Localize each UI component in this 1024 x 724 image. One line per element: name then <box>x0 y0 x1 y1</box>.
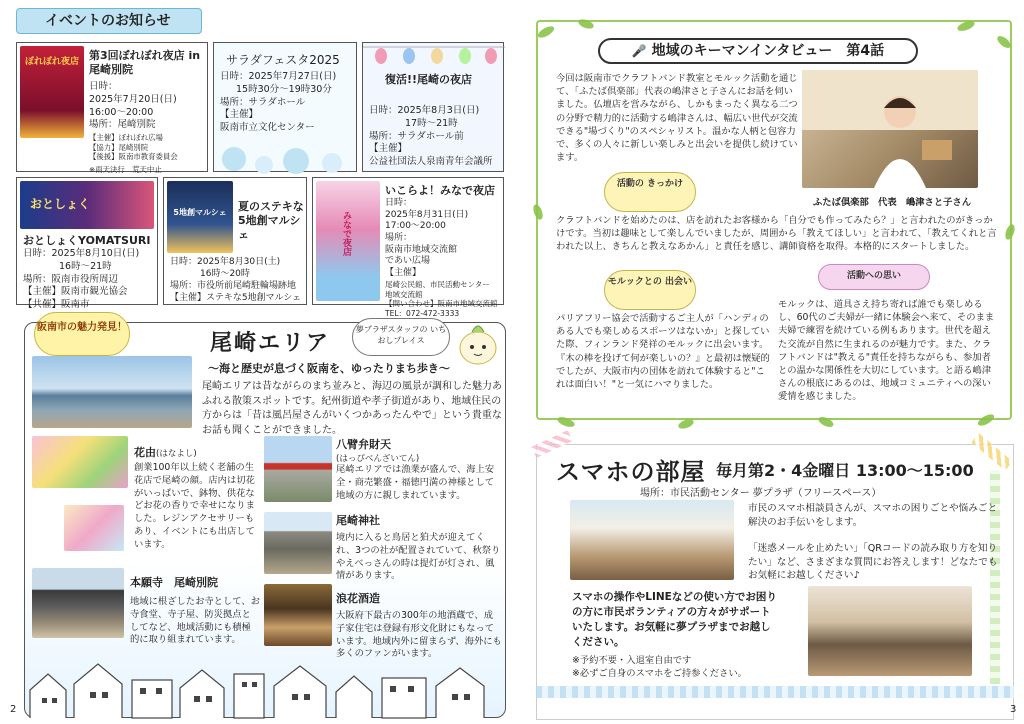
event-poster-1 <box>20 46 84 138</box>
smartphone-location: 場所：市民活動センター 夢プラザ（フリースペース） <box>640 488 882 499</box>
interviewee-caption: ふたば倶楽部 代表 嶋津さと子さん <box>812 197 972 208</box>
event-info <box>170 256 301 305</box>
event-line: 17時〜21時 <box>405 117 458 129</box>
event-line: 日時： <box>89 81 118 92</box>
spot-description: 境内に入ると鳥居と狛犬が迎えてくれ、3つの社が配置されていて、秋祭りやえべっさんの時は提灯が灯され、風情があります。 <box>336 532 501 582</box>
spot-reading: (はっぴべんざいてん) <box>336 454 420 464</box>
event-poster-6 <box>316 181 380 301</box>
interview-text-3: モルックは、道具さえ持ち寄れば誰でも楽しめるし、60代のご夫婦が一緒に体験会へ来て、そのまま夫婦で練習を続けている例もあります。世代を超えた交流が自然に生まれるのが魅力です。また、クラフトバンドは"教える"責任を持ちながらも、参加者との温かな関係性を大切にしています。と語る嶋津さんの根底にあるのは、地域コミュニティへの深い愛情を感じました。 <box>778 299 995 403</box>
event-poster-4 <box>20 181 154 229</box>
event-info <box>89 81 177 132</box>
area-cloud-label <box>34 312 130 356</box>
spot-happibenzaiten <box>336 436 502 502</box>
spot-ozaki-shrine <box>336 512 502 583</box>
spot-description: 尾崎エリアでは漁業が盛んで、海上安全・商売繁盛・福徳円満の神様として地域の方に親しまれています。 <box>336 464 495 501</box>
right-page <box>512 0 1024 724</box>
event-line: 2025年8月31日(日) <box>385 209 469 220</box>
event-line: 【主催】阪南市観光協会 <box>23 286 128 298</box>
events-header: イベントのお知らせ <box>16 8 202 34</box>
event-info <box>385 198 498 319</box>
event-line: 阪南市地域交流館 <box>385 244 458 255</box>
spot-reading: (はなよし) <box>156 449 197 459</box>
area-intro: 尾崎エリアは昔ながらのまち並みと、海辺の風景が調和した魅力あふれる散策スポットです。紀州街道や孝子街道があり、地域住民の方からは「昔は風呂屋さんがいくつかあったんやで」という貴重なお話も聞くことができました。 <box>202 381 502 436</box>
event-extra <box>89 133 178 175</box>
tape-decoration <box>536 686 1014 698</box>
event-line: 公益社団法人泉南青年会議所 <box>369 156 493 168</box>
event-line: 【主催】 <box>220 109 259 121</box>
event-card-4 <box>16 177 158 311</box>
smartphone-title: スマホの部屋 <box>556 458 706 486</box>
spot-name-text: 花由 <box>134 446 156 459</box>
page-number: 3 <box>1010 704 1017 715</box>
area-cloud-text: 阪南市の魅力発見！ <box>37 322 127 333</box>
event-card-3 <box>362 42 504 172</box>
smartphone-schedule: 毎月第2・4金曜日 13:00〜15:00 <box>716 461 974 480</box>
area-title: 尾崎エリア <box>210 331 331 356</box>
interview-text-2: パリアフリー協会で活動するご主人が「ハンディのある人でも楽しめるスポーツはないか」と探していた際、フィンランド発祥のモルックに出会います。『木の棒を投げて何が楽しいの？』と最初は懐疑的でしたが、大阪市内の団体を訪れて体験すると"これは面白い！"と一気にハマりました。 <box>556 313 770 390</box>
person-figure <box>802 70 978 188</box>
area-subtitle: 〜海と歴史が息づく阪南を、ゆったりまち歩き〜 <box>208 362 450 375</box>
interview-text-1: クラフトバンドを始めたのは、店を訪れたお客様から「自分でも作ってみたら？」と言われたのがきっかけです。当初は趣味として楽しんでいましたが、周囲から「教えてほしい」と言われて、「教えてくれと言われた以上、きちんと教えなあかん」と責任を感じ、講師資格を取得。本格的にスタートしました。 <box>556 215 997 253</box>
event-title: サラダフェスタ2025 <box>226 53 340 67</box>
event-line: 【主催】 <box>369 143 408 155</box>
mic-icon: 🎤 <box>631 44 647 58</box>
event-line: 17:00〜20:00 <box>385 221 446 232</box>
event-line: 日時：2025年7月27日(日) <box>220 71 337 82</box>
event-line: 場所：サラダホール前 <box>369 130 464 142</box>
event-title: 第3回ぼれぼれ夜店 in 尾崎別院 <box>89 49 201 76</box>
smartphone-room-photo-1 <box>570 500 734 580</box>
interview-lead: 今回は阪南市でクラフトバンド教室とモルック活動を通じて、「ふたば倶楽部」代表の嶋津さと子さんにお話を伺いました。仏壇店を営みながら、しかもまったく異なる二つの分野で精力的に活動する嶋津さんは、幅広い世代が交流できる"場づくり"のスペシャリスト。温かな人柄と包容力で、多くの人々に新しい楽しみと出会いを提供し続けています。 <box>556 73 798 164</box>
event-line: 【主催】 <box>385 268 422 279</box>
event-line: 【主催】ステキな5地創マルシェ <box>170 293 302 304</box>
event-line: 場所：尾崎別院 <box>89 119 156 131</box>
event-extra-line: 【後援】阪南市教育委員会 <box>89 152 178 162</box>
shrine-photo <box>264 512 332 574</box>
flower-shop-photo <box>32 436 128 488</box>
event-title: 復活!!尾崎の夜店 <box>385 73 473 86</box>
event-card-1 <box>16 42 208 172</box>
event-extra-line: 【主催】ぼれぼれ広場 <box>89 133 163 142</box>
event-line: 日時：2025年8月10日(日) <box>23 248 140 259</box>
tag-kikkake <box>604 172 696 212</box>
sea-photo <box>32 356 192 428</box>
spot-name <box>134 444 260 460</box>
event-title: いこらよ！みなで夜店 <box>385 184 495 197</box>
event-line: 【共催】阪南市 <box>23 299 90 311</box>
spot-name: 八臂弁財天 <box>336 438 391 451</box>
interviewee-photo <box>802 70 978 188</box>
event-line: 場所：阪南市役所周辺 <box>23 273 119 285</box>
event-card-5 <box>163 177 307 305</box>
event-line: 場所： <box>385 233 413 244</box>
event-line: 場所：サラダホール <box>220 96 306 108</box>
note-line: ※予約不要・入退室自由です <box>572 655 692 666</box>
event-line: 尾崎公民館、市民活動センター <box>385 279 490 289</box>
spot-name: 本願寺 尾崎別院 <box>130 576 218 589</box>
spot-name: 尾崎神社 <box>336 514 380 527</box>
smartphone-text-1: 市民のスマホ相談員さんが、スマホの困りごとや悩みごと解決のお手伝いをします。 <box>748 503 998 528</box>
staff-bubble: 夢プラザスタッフの いちおしプレイス <box>352 318 450 356</box>
event-line: 日時：2025年8月30日(土) <box>170 257 281 267</box>
interview-header-text: 地域のキーマンインタビュー 第4話 <box>651 43 885 59</box>
event-line: 16:00〜20:00 <box>89 106 154 118</box>
spot-hanayoshi <box>134 444 260 552</box>
smartphone-notes <box>572 654 802 680</box>
event-extra-line: 【協力】尾崎別院 <box>89 142 149 152</box>
smartphone-text-2: 「迷惑メールを止めたい」「QRコードの読み取り方を知りたい」など、さまざまな質問にお答えします！どなたでもお気軽にお越しください♪ <box>748 543 998 582</box>
event-line: 16時〜20時 <box>200 269 250 280</box>
event-title: おとしょくYOMATSURI <box>23 234 151 247</box>
poster-text: みなで夜店 <box>341 211 351 256</box>
spot-description: 創業100年以上続く老舗の生花店で尾崎の顔。店内は切花がいっぱいで、鉢物、供花などお花の香りで幸せになりました。レジンアクセサリーもあり、イベントにも出店しています。 <box>134 462 255 550</box>
interview-header <box>598 38 918 64</box>
event-title: 夏のステキな 5地創マルシェ <box>238 200 304 241</box>
event-info <box>220 71 336 135</box>
spot-honganji-betsuin <box>130 574 260 647</box>
tag-omoi <box>818 264 930 290</box>
houses-decoration <box>24 650 506 718</box>
event-line: 15時30分〜19時30分 <box>236 83 332 95</box>
poster-text: 5地創マルシェ <box>173 208 227 217</box>
event-line: 日時： <box>385 198 413 208</box>
tag-molkky <box>604 270 696 310</box>
event-line: であい広場 <box>385 256 431 267</box>
event-poster-5 <box>167 181 233 253</box>
sake-brewery-photo <box>264 584 332 646</box>
lantern-decoration <box>363 43 505 67</box>
note-line: ※必ずご自身のスマホをご持参ください。 <box>572 668 747 680</box>
event-line: TEL：072-472-3333 <box>385 309 460 319</box>
tag-text: 活動の きっかけ <box>616 179 684 189</box>
event-line: 2025年7月20日(日) <box>89 93 177 105</box>
event-line: 【問い合わせ】阪南市地域交流館 <box>385 299 498 309</box>
shrine-gate-photo <box>264 436 332 502</box>
poster-text: おとしょく <box>30 197 91 211</box>
flower-shop-photo-2 <box>64 505 124 551</box>
event-info <box>369 105 493 169</box>
event-line: 地域交流館 <box>385 289 423 299</box>
spot-description: 大阪府下最古の300年の地酒蔵で、成子家住宅は登録有形文化財にもなっています。地域内外に留まらず、海外にも多くのファンがいます。 <box>336 610 502 660</box>
event-info <box>23 248 139 312</box>
smartphone-text-3: スマホの操作やLINEなどの使い方でお困りの方に市民ボランティアの方々がサポートいたします。お気軽に夢プラザまでお越しください。 <box>572 591 777 648</box>
smartphone-room-photo-2 <box>808 586 972 676</box>
tag-text: 活動への思い <box>846 271 901 281</box>
page-number: 2 <box>10 704 17 715</box>
mascot-icon <box>452 320 504 368</box>
event-card-6 <box>312 177 504 319</box>
event-card-2 <box>213 42 357 172</box>
temple-photo <box>32 568 124 638</box>
tag-text: モルックとの 出会い <box>607 277 693 287</box>
event-line: 日時：2025年8月3日(日) <box>369 105 480 116</box>
event-line: 16時〜21時 <box>59 260 112 272</box>
decoration-bubbles <box>214 139 358 173</box>
event-extra-line: ※雨天決行 荒天中止 <box>89 164 162 174</box>
spot-name: 浪花酒造 <box>336 592 380 605</box>
event-line: 場所：市役所前尾崎駐輪場跡地 <box>170 281 297 292</box>
spot-description: 地域に根ざしたお寺として、お寺食堂、寺子屋、防災拠点としてなど、地域活動にも積極的に取り組まれています。 <box>130 596 260 646</box>
event-line: 阪南市立文化センター <box>220 122 315 134</box>
poster-text: ぼれぼれ夜店 <box>24 57 79 67</box>
